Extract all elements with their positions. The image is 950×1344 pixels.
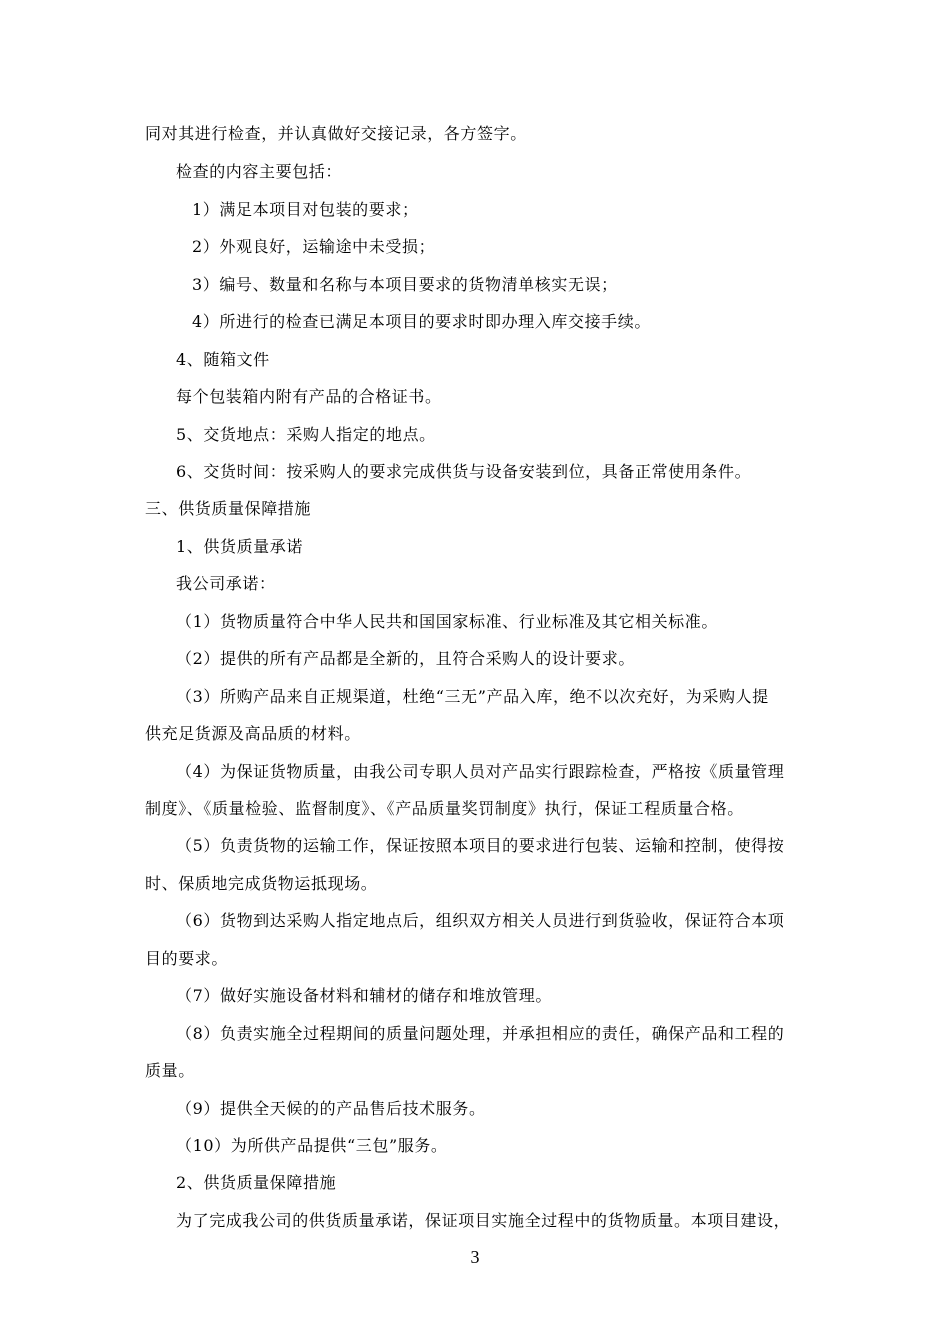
list-item: （1）货物质量符合中华人民共和国国家标准、行业标准及其它相关标准。 xyxy=(176,612,718,631)
list-item: 1）满足本项目对包装的要求； xyxy=(192,200,419,219)
list-item: （10）为所供产品提供“三包”服务。 xyxy=(176,1136,448,1155)
list-item-continuation: 时、保质地完成货物运抵现场。 xyxy=(145,874,378,893)
paragraph-line: 我公司承诺： xyxy=(176,574,276,593)
chapter-heading: 三、供货质量保障措施 xyxy=(145,499,312,518)
page-number: 3 xyxy=(470,1247,480,1267)
list-item-continuation: 质量。 xyxy=(145,1061,195,1080)
section-heading: 4、随箱文件 xyxy=(176,350,270,369)
paragraph-line: 同对其进行检查，并认真做好交接记录，各方签字。 xyxy=(145,124,527,143)
section-heading: 2、供货质量保障措施 xyxy=(176,1173,337,1192)
list-item: （5）负责货物的运输工作，保证按照本项目的要求进行包装、运输和控制，使得按 xyxy=(176,836,785,855)
list-item-continuation: 目的要求。 xyxy=(145,949,229,968)
list-item: （9）提供全天候的的产品售后技术服务。 xyxy=(176,1099,486,1118)
list-item-continuation: 制度》、《质量检验、监督制度》、《产品质量奖罚制度》执行，保证工程质量合格。 xyxy=(145,799,744,818)
list-item: 4）所进行的检查已满足本项目的要求时即办理入库交接手续。 xyxy=(192,312,651,331)
section-heading: 1、供货质量承诺 xyxy=(176,537,303,556)
list-item: （3）所购产品来自正规渠道，杜绝“三无”产品入库，绝不以次充好，为采购人提 xyxy=(176,687,769,706)
list-item: （4）为保证货物质量，由我公司专职人员对产品实行跟踪检查，严格按《质量管理 xyxy=(176,762,785,781)
list-item: （7）做好实施设备材料和辅材的储存和堆放管理。 xyxy=(176,986,552,1005)
paragraph-line: 6、交货时间：按采购人的要求完成供货与设备安装到位，具备正常使用条件。 xyxy=(176,462,752,481)
paragraph-line: 每个包装箱内附有产品的合格证书。 xyxy=(176,387,442,406)
paragraph-line: 检查的内容主要包括： xyxy=(176,162,343,181)
list-item: （2）提供的所有产品都是全新的，且符合采购人的设计要求。 xyxy=(176,649,635,668)
list-item: （6）货物到达采购人指定地点后，组织双方相关人员进行到货验收，保证符合本项 xyxy=(176,911,785,930)
paragraph-line: 5、交货地点：采购人指定的地点。 xyxy=(176,425,436,444)
list-item-continuation: 供充足货源及高品质的材料。 xyxy=(145,724,361,743)
list-item: （8）负责实施全过程期间的质量问题处理，并承担相应的责任，确保产品和工程的 xyxy=(176,1024,785,1043)
list-item: 3）编号、数量和名称与本项目要求的货物清单核实无误； xyxy=(192,275,618,294)
paragraph-line: 为了完成我公司的供货质量承诺，保证项目实施全过程中的货物质量。本项目建设， xyxy=(176,1211,791,1230)
list-item: 2）外观良好，运输途中未受损； xyxy=(192,237,436,256)
